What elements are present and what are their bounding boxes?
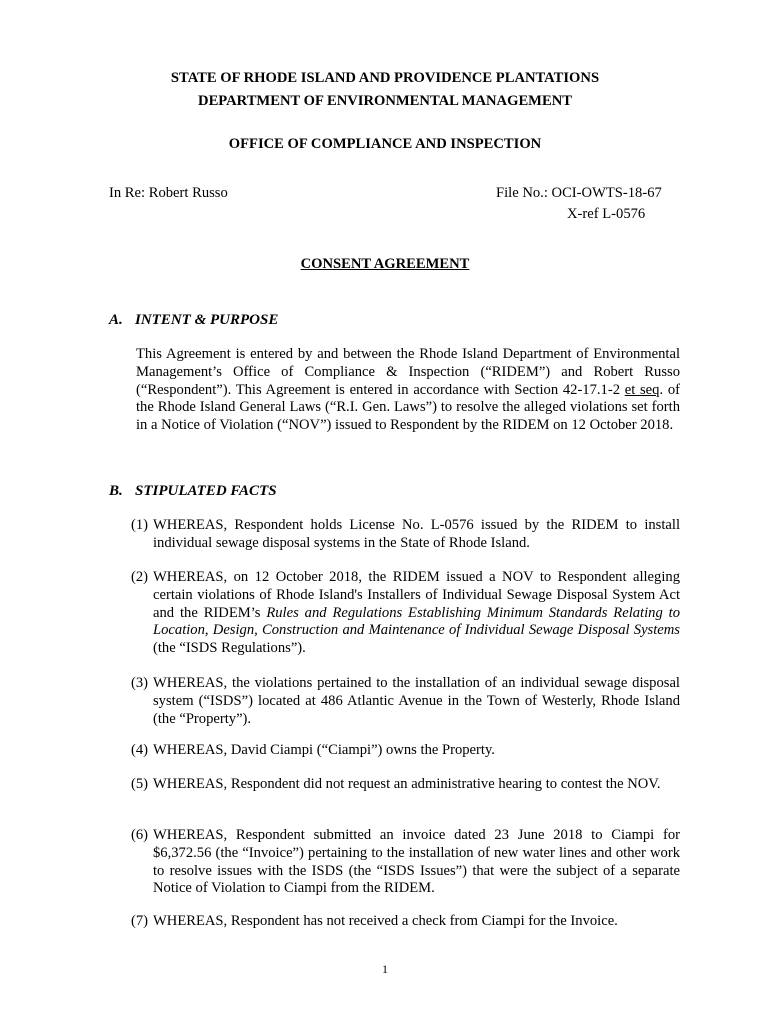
section-b-title: STIPULATED FACTS	[135, 483, 277, 499]
fact-number: (1)	[131, 517, 149, 533]
section-a-heading	[109, 312, 278, 329]
fact-text: WHEREAS, the violations pertained to the installation of an individual sewage disposal system (“ISDS”) located at 486 Atlantic Avenue in the Town of Westerly, Rhode Island (the “Property”).	[153, 675, 680, 727]
fact-number: (7)	[131, 913, 149, 929]
fact-number: (5)	[131, 776, 149, 792]
fact-item-6	[131, 827, 680, 898]
section-a-letter: A.	[109, 312, 123, 328]
fact-text: WHEREAS, Respondent submitted an invoice dated 23 June 2018 to Ciampi for $6,372.56 (the “Invoice”) pertaining to the installation of new water lines and other work to resolve issues with the ISDS (the “ISDS Issues”) that were the subject of a separate Notice of Violation to Ciampi from the RIDEM.	[153, 827, 680, 897]
fact-text: WHEREAS, Respondent holds License No. L-0576 issued by the RIDEM to install individual sewage disposal systems in the State of Rhode Island.	[153, 517, 680, 551]
section-a-title: INTENT & PURPOSE	[135, 312, 279, 328]
fact-item-7	[131, 913, 680, 931]
fact-item-1	[131, 517, 680, 553]
fact-number: (2)	[131, 569, 149, 585]
intent-text-2: . of the Rhode Island General Laws (“R.I. Gen. Laws”) to resolve the alleged violations set forth in a Notice of Violation (“NOV”) issued to Respondent by the RIDEM on 12 October 2018.	[136, 381, 680, 434]
fact-text: WHEREAS, David Ciampi (“Ciampi”) owns the Property.	[153, 742, 495, 758]
fact-item-4	[131, 742, 680, 760]
fact-number: (3)	[131, 675, 149, 691]
caption-in-re: In Re: Robert Russo	[109, 185, 228, 201]
section-b-heading	[109, 483, 277, 500]
document-title: CONSENT AGREEMENT	[300, 256, 470, 272]
fact-text-regulations-title: Rules and Regulations Establishing Minimum Standards Relating to Location, Design, Construction and Maintenance of Individual Sewage Disposal Systems	[153, 604, 680, 639]
fact-text: WHEREAS, Respondent has not received a check from Ciampi for the Invoice.	[153, 913, 618, 929]
fact-text-part-1: WHEREAS, on 12 October 2018, the RIDEM issued a NOV to Respondent alleging certain violations of Rhode Island's Installers of Individual Sewage Disposal System Act and the RIDEM’s	[153, 569, 680, 621]
fact-item-2	[131, 569, 680, 658]
header-office: OFFICE OF COMPLIANCE AND INSPECTION	[228, 136, 542, 152]
intent-text-1: This Agreement is entered by and between the Rhode Island Department of Environmental Management’s Office of Compliance & Inspection (“RIDEM”) and Robert Russo (“Respondent”). This Agreement is entered in accordance with Section 42-17.1-2	[136, 346, 680, 398]
header-department: DEPARTMENT OF ENVIRONMENTAL MANAGEMENT	[198, 93, 572, 109]
header-state: STATE OF RHODE ISLAND AND PROVIDENCE PLANTATIONS	[170, 70, 600, 86]
caption-file-no: File No.: OCI-OWTS-18-67	[496, 185, 662, 201]
intent-et-seq: et seq	[624, 381, 660, 398]
fact-item-5	[131, 776, 680, 794]
section-b-letter: B.	[109, 483, 123, 499]
caption-xref: X-ref L-0576	[567, 206, 646, 222]
intent-paragraph	[136, 346, 680, 435]
fact-item-3	[131, 675, 680, 728]
fact-text-part-2: (the “ISDS Regulations”).	[153, 640, 306, 657]
fact-text	[131, 569, 680, 658]
fact-text: WHEREAS, Respondent did not request an administrative hearing to contest the NOV.	[153, 776, 661, 792]
fact-number: (6)	[131, 827, 149, 843]
fact-number: (4)	[131, 742, 149, 758]
page-number: 1	[382, 962, 388, 976]
